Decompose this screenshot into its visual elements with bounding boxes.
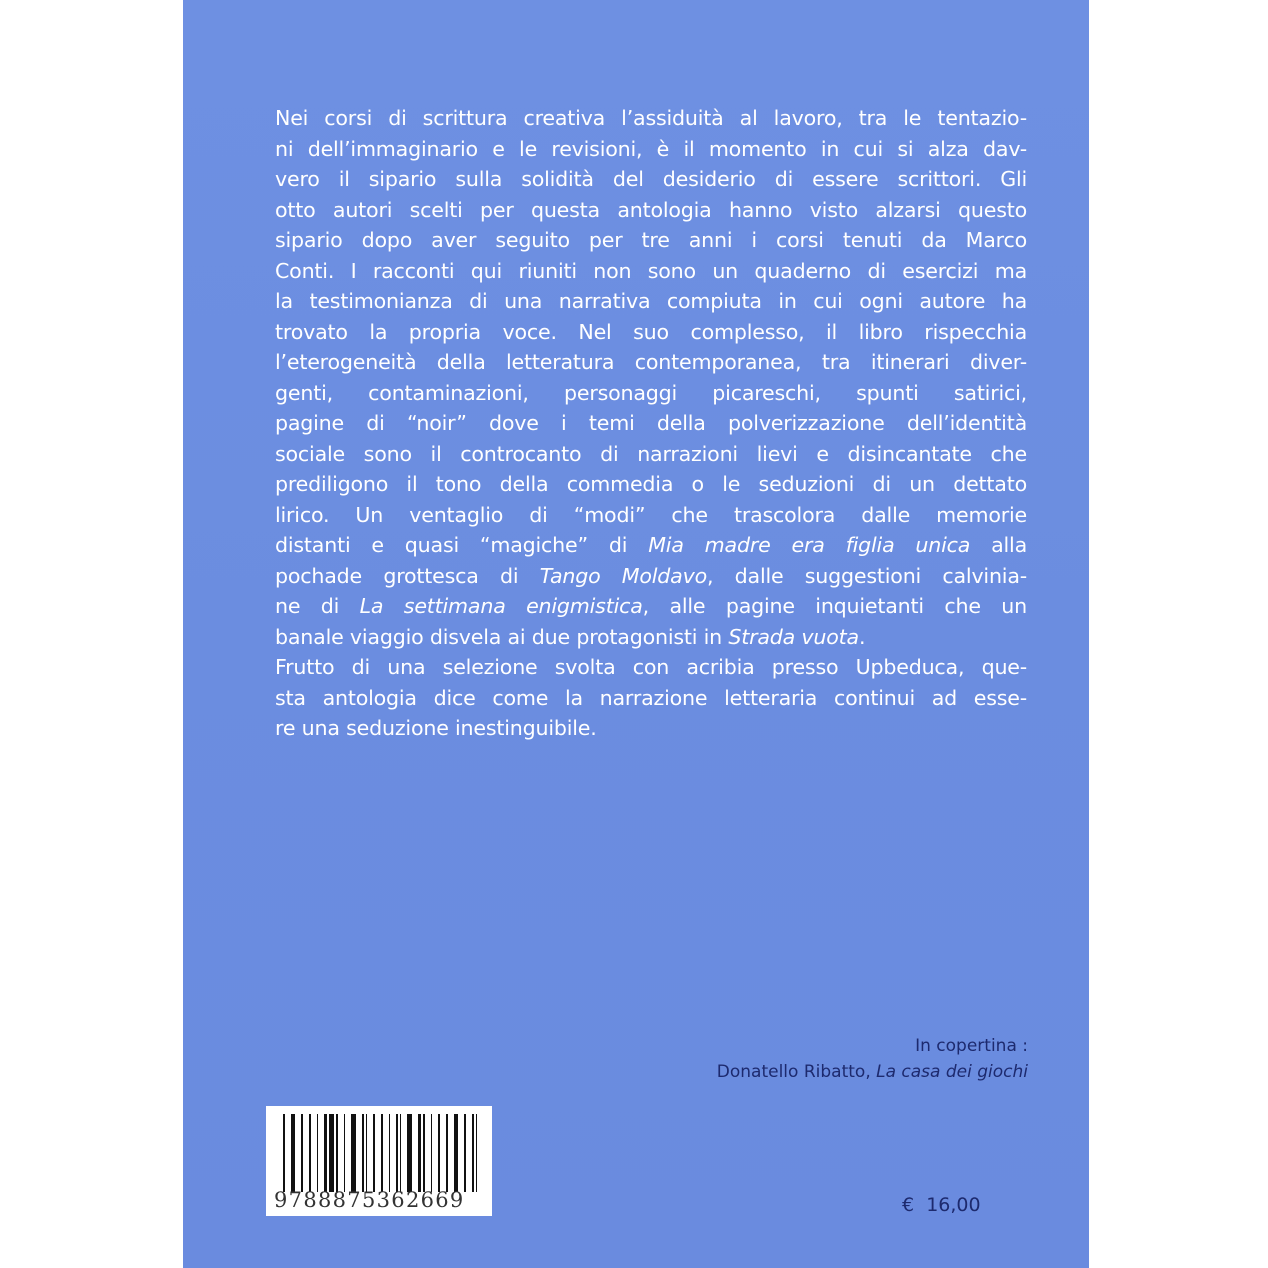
- blurb-line: [275, 286, 1027, 317]
- barcode-bar: [418, 1114, 421, 1192]
- blurb-line: [275, 622, 1027, 653]
- barcode-bars: [283, 1114, 483, 1192]
- barcode-bar: [468, 1114, 470, 1192]
- blurb-fragment: lirico. Un ventaglio di “modi” che trascolora dalle memorie: [275, 502, 1027, 527]
- blurb-line: [275, 317, 1027, 348]
- blurb-fragment: ni dell’immaginario e le revisioni, è il momento in cui si alza dav-: [275, 136, 1027, 161]
- blurb-text: [275, 103, 1027, 744]
- barcode-bar: [297, 1114, 299, 1192]
- barcode-bar: [381, 1114, 383, 1192]
- credit-label: In copertina :: [915, 1036, 1028, 1056]
- blurb-line: [275, 561, 1027, 592]
- blurb-fragment: trovato la propria voce. Nel suo complesso, il libro rispecchia: [275, 319, 1027, 344]
- barcode-bar: [400, 1114, 402, 1192]
- price: [902, 1194, 981, 1216]
- credit-artist: Donatello Ribatto,: [716, 1062, 877, 1082]
- barcode-bar: [431, 1114, 433, 1192]
- blurb-line: [275, 256, 1027, 287]
- story-title: Tango Moldavo: [539, 563, 707, 588]
- blurb-line: [275, 591, 1027, 622]
- barcode-bar: [454, 1114, 459, 1192]
- barcode-bar: [442, 1114, 444, 1192]
- blurb-line: [275, 439, 1027, 470]
- price-amount: 16,00: [926, 1194, 981, 1216]
- blurb-fragment: vero il sipario sulla solidità del desiderio di essere scrittori. Gli: [275, 167, 1027, 191]
- barcode-bar: [287, 1114, 289, 1192]
- barcode-bar: [472, 1114, 474, 1192]
- blurb-fragment: alla: [970, 533, 1027, 557]
- barcode-bar: [423, 1114, 425, 1192]
- blurb-line: [275, 469, 1027, 500]
- barcode-bar: [305, 1114, 307, 1192]
- blurb-fragment: Frutto di una selezione svolta con acribia presso Upbeduca, que-: [275, 655, 1027, 679]
- barcode-bar: [329, 1114, 334, 1192]
- blurb-line: [275, 408, 1027, 439]
- isbn-number: 9788875362669: [274, 1188, 465, 1212]
- barcode-bar: [392, 1114, 394, 1192]
- barcode-bar: [336, 1114, 338, 1192]
- barcode-bar: [347, 1114, 349, 1192]
- blurb-line: [275, 713, 1027, 744]
- barcode-bar: [351, 1114, 356, 1192]
- barcode-bar: [373, 1114, 375, 1192]
- barcode-bar: [344, 1114, 346, 1192]
- barcode-bar: [340, 1114, 342, 1192]
- story-title: La settimana enigmistica: [359, 594, 643, 618]
- blurb-fragment: ne di: [275, 594, 360, 618]
- barcode-bar: [369, 1114, 371, 1192]
- blurb-fragment: distanti e quasi “magiche” di: [275, 533, 649, 557]
- blurb-fragment: , dalle suggestioni calvinia-: [706, 563, 1027, 588]
- barcode-bar: [283, 1114, 285, 1192]
- barcode-bar: [476, 1114, 478, 1192]
- barcode-bar: [385, 1114, 387, 1192]
- story-title: Mia madre era figlia unica: [648, 533, 971, 557]
- barcode-bar: [291, 1114, 296, 1192]
- barcode-bar: [309, 1114, 311, 1192]
- barcode-bar: [434, 1114, 436, 1192]
- cover-credit: [717, 1033, 1028, 1085]
- barcode-bar: [427, 1114, 429, 1192]
- barcode-bar: [377, 1114, 379, 1192]
- blurb-line: [275, 683, 1027, 714]
- barcode-bar: [460, 1114, 462, 1192]
- blurb-line: [275, 500, 1027, 531]
- blurb-line: [275, 225, 1027, 256]
- blurb-fragment: , alle pagine inquietanti che un: [642, 594, 1027, 618]
- blurb-line: [275, 134, 1027, 165]
- barcode-bar: [450, 1114, 452, 1192]
- isbn-barcode: [266, 1106, 492, 1216]
- barcode-bar: [313, 1114, 315, 1192]
- blurb-fragment: sociale sono il controcanto di narrazioni lievi e disincantate che: [275, 441, 1027, 466]
- barcode-bar: [396, 1114, 398, 1192]
- blurb-fragment: l’eterogeneità della letteratura contemporanea, tra itinerari diver-: [275, 350, 1027, 374]
- barcode-bar: [414, 1114, 416, 1192]
- barcode-bar: [366, 1114, 368, 1192]
- barcode-bar: [320, 1114, 322, 1192]
- barcode-bar: [403, 1114, 405, 1192]
- story-title: Strada vuota: [728, 624, 859, 649]
- blurb-line: [275, 195, 1027, 226]
- blurb-fragment: la testimonianza di una narrativa compiuta in cui ogni autore ha: [275, 289, 1027, 313]
- blurb-line: [275, 378, 1027, 409]
- blurb-fragment: sipario dopo aver seguito per tre anni i corsi tenuti da Marco: [275, 228, 1027, 252]
- blurb-fragment: Nei corsi di scrittura creativa l’assiduità al lavoro, tra le tentazio-: [275, 106, 1027, 130]
- blurb-fragment: re una seduzione inestinguibile.: [275, 716, 597, 740]
- barcode-bar: [358, 1114, 360, 1192]
- barcode-bar: [464, 1114, 466, 1192]
- blurb-fragment: pagine di “noir” dove i temi della polverizzazione dell’identità: [275, 411, 1027, 435]
- barcode-bar: [317, 1114, 319, 1192]
- blurb-fragment: sta antologia dice come la narrazione letteraria continui ad esse-: [275, 685, 1027, 710]
- barcode-bar: [362, 1114, 364, 1192]
- blurb-fragment: pochade grottesca di: [275, 563, 540, 588]
- blurb-line: [275, 652, 1027, 683]
- blurb-line: [275, 530, 1027, 561]
- blurb-fragment: .: [858, 624, 866, 649]
- barcode-bar: [446, 1114, 448, 1192]
- blurb-line: [275, 103, 1027, 134]
- barcode-bar: [301, 1114, 303, 1192]
- barcode-bar: [407, 1114, 412, 1192]
- euro-symbol: €: [902, 1194, 915, 1216]
- barcode-bar: [389, 1114, 391, 1192]
- barcode-bar: [324, 1114, 327, 1192]
- blurb-fragment: genti, contaminazioni, personaggi picareschi, spunti satirici,: [275, 380, 1027, 405]
- blurb-fragment: banale viaggio disvela ai due protagonisti in: [275, 624, 729, 649]
- credit-artwork: [717, 1059, 1028, 1085]
- credit-artwork-title: La casa dei giochi: [876, 1062, 1028, 1082]
- blurb-line: [275, 347, 1027, 378]
- blurb-line: [275, 164, 1027, 195]
- blurb-fragment: otto autori scelti per questa antologia hanno visto alzarsi questo: [275, 197, 1027, 222]
- blurb-fragment: prediligono il tono della commedia o le seduzioni di un dettato: [275, 472, 1027, 496]
- barcode-bar: [438, 1114, 440, 1192]
- blurb-fragment: Conti. I racconti qui riuniti non sono un quaderno di esercizi ma: [275, 258, 1027, 283]
